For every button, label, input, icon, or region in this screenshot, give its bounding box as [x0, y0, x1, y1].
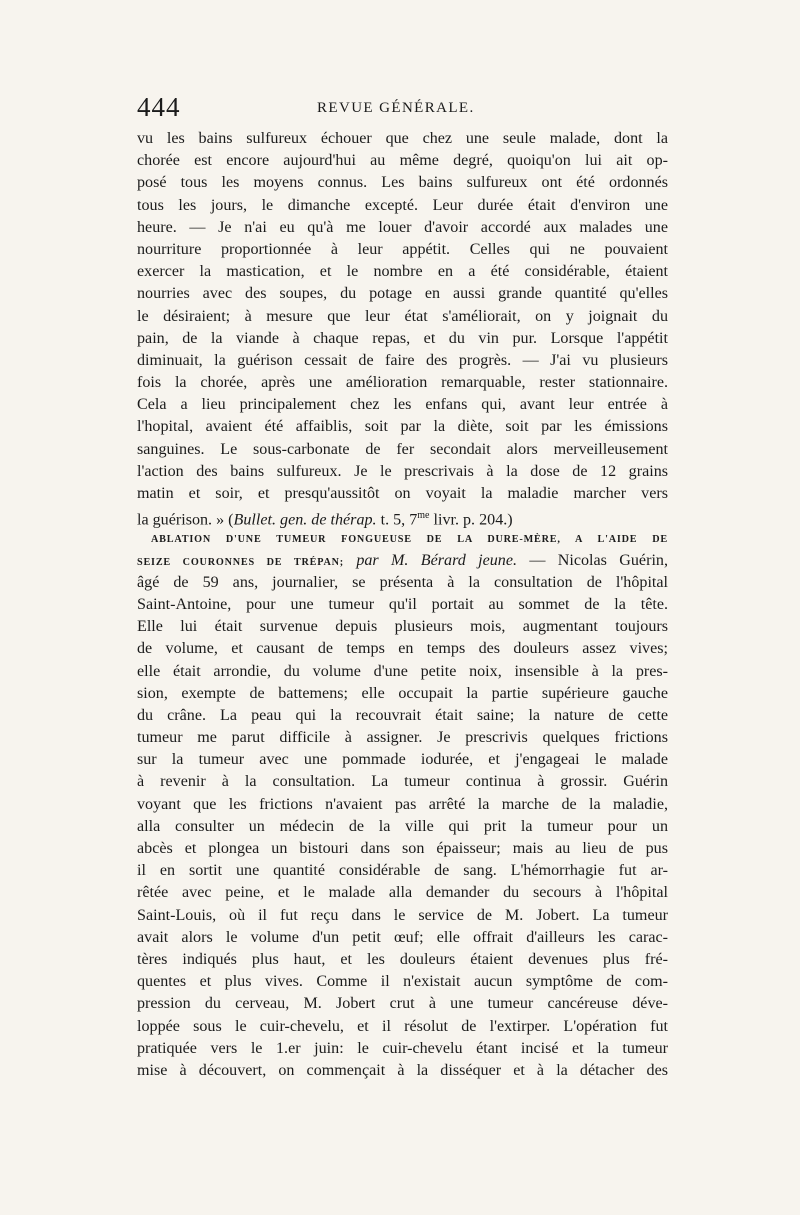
text-line: à revenir à la consultation. La tumeur continua à grossir. Guérin	[137, 773, 668, 791]
text-line: pratiquée vers le 1.er juin: le cuir-chevelu étant incisé et la tumeur	[137, 1039, 668, 1057]
journal-title: Bullet. gen. de thérap.	[233, 511, 377, 529]
section-heading-cont: SEIZE COURONNES DE TRÉPAN;	[137, 556, 344, 568]
text-line: alla consulter un médecin de la ville qui prit la tumeur pour un	[137, 817, 668, 835]
text-line: voyant que les frictions n'avaient pas arrêté la marche de la maladie,	[137, 795, 668, 813]
text-line: sur la tumeur avec une pommade iodurée, et j'engageai le malade	[137, 751, 668, 769]
text-line: elle était arrondie, du volume d'une petite noix, insensible à la pres-	[137, 662, 668, 680]
section-heading-line	[137, 527, 668, 549]
text-line: matin et soir, et presqu'aussitôt on voyait la maladie marcher vers	[137, 485, 668, 502]
page-number: 444	[137, 92, 181, 122]
citation-volume: t. 5, 7	[376, 511, 418, 529]
text-line: tumeur me parut difficile à assigner. Je prescrivis quelques frictions	[137, 729, 668, 747]
text-line: fois la chorée, après une amélioration remarquable, rester stationnaire.	[137, 374, 668, 392]
text-line: Saint-Antoine, pour une tumeur qu'il portait au sommet de la tête.	[137, 595, 668, 613]
running-title: REVUE GÉNÉRALE.	[317, 100, 475, 116]
text-line: abcès et plongea un bistouri dans son épaisseur; mais au lieu de pus	[137, 840, 668, 857]
text-line: du crâne. La peau qui la recouvrait était saine; la nature de cette	[137, 706, 668, 724]
text-line: Elle lui était survenue depuis plusieurs mois, augmentant toujours	[137, 618, 668, 636]
citation-end: livr. p. 204.)	[429, 511, 513, 529]
text-line: sanguines. Le sous-carbonate de fer secondait alors merveilleusement	[137, 440, 668, 458]
author-byline: par M. Bérard jeune.	[343, 551, 517, 569]
text-line: il en sortit une quantité considérable de sang. L'hémorrhagie fut ar-	[137, 862, 668, 880]
text-line: le désiraient; à mesure que leur état s'améliorait, on y joignait du	[137, 307, 668, 325]
text-line: nourriture proportionnée à leur appétit. Celles qui ne pouvaient	[137, 240, 668, 258]
text-line: mise à découvert, on commençait à la disséquer et à la détacher des	[137, 1061, 668, 1079]
citation-line	[137, 505, 668, 527]
text-line: quentes et plus vives. Comme il n'existait aucun symptôme de com-	[137, 973, 668, 991]
text-line: Cela a lieu principalement chez les enfans qui, avant leur entrée à	[137, 396, 668, 414]
text-line: exercer la mastication, et le nombre en a été considérable, étaient	[137, 263, 668, 281]
text-line: avait alors le volume d'un petit œuf; elle offrait d'ailleurs les carac-	[137, 928, 668, 946]
text-body	[137, 128, 668, 1082]
text-line: chorée est encore aujourd'hui au même degré, quoiqu'on lui ait op-	[137, 152, 668, 170]
text-line: âgé de 59 ans, journalier, se présenta à la consultation de l'hôpital	[137, 573, 668, 591]
heading-tail: — Nicolas Guérin,	[517, 551, 668, 569]
text-line: posé tous les moyens connus. Les bains sulfureux ont été ordonnés	[137, 174, 668, 192]
text-line: rêtée avec peine, et le malade alla demander du secours à l'hôpital	[137, 884, 668, 902]
text-line: l'action des bains sulfureux. Je le prescrivais à la dose de 12 grains	[137, 462, 668, 480]
text-line: tous les jours, le dimanche excepté. Leur durée était d'environ une	[137, 196, 668, 214]
page-header	[137, 92, 667, 126]
section-heading: ABLATION D'UNE TUMEUR FONGUEUSE DE LA DURE-MÈRE, A L'AIDE DE	[151, 534, 668, 546]
text-line: pain, de la viande à chaque repas, et du vin pur. Lorsque l'appétit	[137, 329, 668, 347]
citation-lead: la guérison. » (	[137, 511, 234, 529]
text-line: sion, exempte de battemens; elle occupait la partie supérieure gauche	[137, 684, 668, 702]
text-line: nourries avec des soupes, du potage en aussi grande quantité qu'elles	[137, 285, 668, 303]
text-line: heure. — Je n'ai eu qu'à me louer d'avoir accordé aux malades une	[137, 218, 668, 236]
text-line: diminuait, la guérison cessait de faire des progrès. — J'ai vu plusieurs	[137, 351, 668, 369]
text-line: l'hopital, avaient été affaiblis, soit par la diète, soit par les émissions	[137, 418, 668, 436]
text-line: vu les bains sulfureux échouer que chez une seule malade, dont la	[137, 130, 668, 147]
text-line: tères indiqués plus haut, et les douleurs étaient devenues plus fré-	[137, 950, 668, 968]
text-line: pression du cerveau, M. Jobert crut à une tumeur cancéreuse déve-	[137, 995, 668, 1013]
citation-sup: me	[417, 510, 430, 522]
text-line: loppée sous le cuir-chevelu, et il résolut de l'extirper. L'opération fut	[137, 1017, 668, 1035]
section-heading-line	[137, 550, 668, 572]
text-line: Saint-Louis, où il fut reçu dans le service de M. Jobert. La tumeur	[137, 906, 668, 924]
text-line: de volume, et causant de temps en temps des douleurs assez vives;	[137, 640, 668, 658]
